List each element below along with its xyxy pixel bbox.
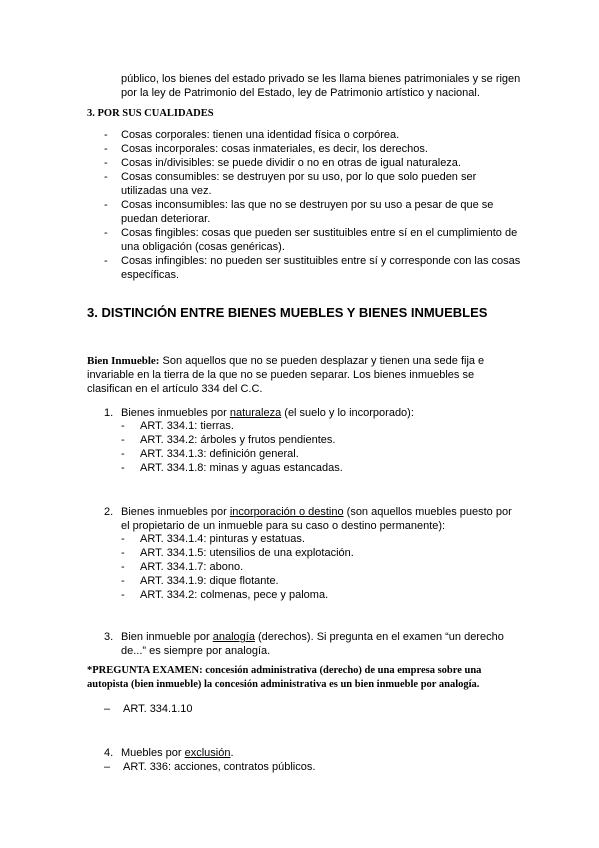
numbered-item-4 (104, 746, 514, 760)
item-text-pre: Bienes inmuebles por (121, 407, 230, 419)
list-item (121, 419, 481, 433)
item-text-pre: Muebles por (121, 747, 185, 759)
bullet-dash: - (121, 589, 125, 601)
intro-paragraph: público, los bienes del estado privado se les llama bienes patrimoniales y se rigen por la ley de Patrimonio del Estado, ley de Patrimonio artístico y nacional. (121, 73, 521, 99)
item2-sublist (121, 532, 481, 602)
item-text-post: . (230, 747, 234, 759)
bullet-dash: - (121, 575, 125, 587)
list-item (104, 254, 524, 282)
list-item (104, 156, 524, 170)
list-item (121, 532, 481, 546)
definition-label: Bien Inmueble: (87, 355, 160, 367)
list-item-text: Cosas consumibles: se destruyen por su uso, por lo que solo pueden ser utilizadas una vez. (121, 171, 477, 197)
bullet-long-dash: – (104, 703, 111, 715)
definition-text: Son aquellos que no se pueden desplazar y tienen una sede fija e invariable en la tierra de la que no se pueden separar. Los bienes inmuebles se clasifican en el artículo 334 del C.C. (87, 355, 485, 395)
list-item-text: ART. 334.2: árboles y frutos pendientes. (140, 434, 336, 446)
numbered-item-1 (104, 406, 514, 420)
bullet-dash: - (121, 462, 125, 474)
item-number: 4. (104, 747, 114, 759)
list-item (121, 433, 481, 447)
art-line-text: ART. 334.1.10 (123, 703, 193, 715)
list-item (121, 461, 481, 475)
bullet-dash: - (121, 448, 125, 460)
bullet-dash: - (121, 561, 125, 573)
definition-paragraph (87, 354, 507, 396)
item-text-underlined: analogía (212, 631, 255, 643)
bullet-dash: - (121, 547, 125, 559)
list-item-text: Cosas infingibles: no pueden ser sustituibles entre sí y corresponde con las cosas específicas. (121, 255, 521, 281)
item-text-underlined: incorporación o destino (229, 506, 344, 518)
bullet-dash: - (121, 434, 125, 446)
list-item-text: Cosas in/divisibles: se puede dividir o no en otras de igual naturaleza. (121, 157, 461, 169)
bullet-long-dash: – (104, 761, 111, 773)
numbered-item-3 (104, 630, 514, 658)
cualidades-list (104, 128, 524, 282)
list-item-text: ART. 334.1: tierras. (140, 420, 234, 432)
bullet-dash: - (104, 255, 108, 267)
list-item (104, 128, 524, 142)
list-item-text: Cosas corporales: tienen una identidad física o corpórea. (121, 129, 400, 141)
list-item (121, 560, 481, 574)
bullet-dash: - (104, 171, 108, 183)
bullet-dash: - (121, 533, 125, 545)
list-item-text: ART. 334.1.5: utensilios de una explotación. (140, 547, 354, 559)
item-text-pre: Bienes inmuebles por (121, 506, 230, 518)
list-item-text: Cosas incorporales: cosas inmateriales, es decir, los derechos. (121, 143, 428, 155)
list-item-text: Cosas inconsumibles: las que no se destruyen por su uso a pesar de que se puedan deteriorar. (121, 199, 494, 225)
section-heading-cualidades: 3. POR SUS CUALIDADES (87, 108, 214, 119)
bullet-dash: - (104, 129, 108, 141)
section-heading-distincion: 3. DISTINCIÓN ENTRE BIENES MUEBLES Y BIENES INMUEBLES (87, 305, 488, 320)
list-item (104, 170, 524, 198)
list-item (121, 574, 481, 588)
art-line-1 (104, 702, 193, 716)
list-item-text: ART. 334.1.9: dique flotante. (140, 575, 279, 587)
list-item (121, 588, 481, 602)
bullet-dash: - (104, 143, 108, 155)
item-number: 2. (104, 506, 114, 518)
list-item-text: ART. 334.1.7: abono. (140, 561, 244, 573)
list-item-text: Cosas fingibles: cosas que pueden ser sustituibles entre sí en el cumplimiento de una obligación (cosas genéricas). (121, 227, 518, 253)
list-item (121, 546, 481, 560)
art-line-2 (104, 760, 315, 774)
item-text-post: (son aquellos muebles puesto por el propietario de un inmueble para su caso o destino permanente): (121, 506, 512, 532)
list-item (104, 226, 524, 254)
numbered-item-2 (104, 505, 514, 533)
exam-note: *PREGUNTA EXAMEN: concesión administrativa (derecho) de una empresa sobre una autopista (bien inmueble) la concesión administrativa es un bien inmueble por analogía. (87, 665, 482, 690)
list-item-text: ART. 334.1.8: minas y aguas estancadas. (140, 462, 343, 474)
list-item-text: ART. 334.2: colmenas, pece y paloma. (140, 589, 329, 601)
bullet-dash: - (121, 420, 125, 432)
item-text-post: (derechos). Si pregunta en el examen “un derecho de...” es siempre por analogía. (121, 631, 504, 657)
bullet-dash: - (104, 199, 108, 211)
list-item-text: ART. 334.1.4: pinturas y estatuas. (140, 533, 305, 545)
bullet-dash: - (104, 157, 108, 169)
list-item (104, 198, 524, 226)
art-line-text: ART. 336: acciones, contratos públicos. (123, 761, 316, 773)
item-text-post: (el suelo y lo incorporado): (281, 407, 414, 419)
list-item (121, 447, 481, 461)
list-item (104, 142, 524, 156)
item-number: 1. (104, 407, 114, 419)
item-text-underlined: naturaleza (229, 407, 282, 419)
bullet-dash: - (104, 227, 108, 239)
item1-sublist (121, 419, 481, 475)
list-item-text: ART. 334.1.3: definición general. (140, 448, 299, 460)
item-text-pre: Bien inmueble por (121, 631, 213, 643)
item-number: 3. (104, 631, 114, 643)
item-text-underlined: exclusión (184, 747, 231, 759)
